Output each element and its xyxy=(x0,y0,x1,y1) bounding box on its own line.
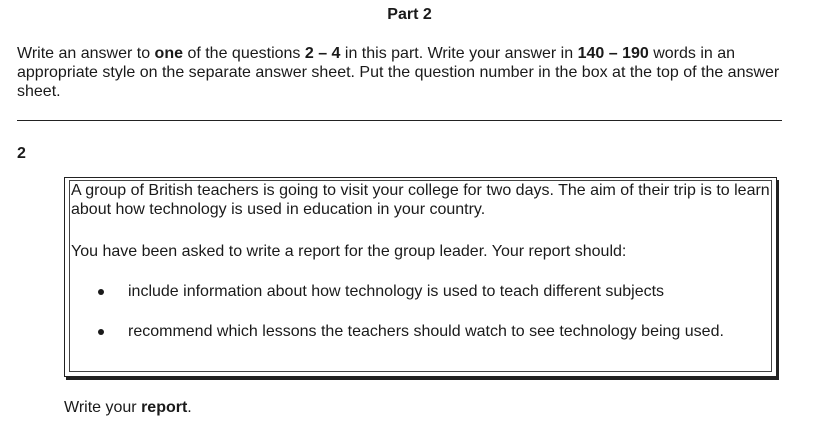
task-request: You have been asked to write a report for the group leader. Your report should: xyxy=(71,243,627,260)
task-box xyxy=(64,177,777,377)
bullet-point-icon xyxy=(98,329,104,335)
instructions-text: Write an answer to xyxy=(17,45,155,62)
task-scenario: A group of British teachers is going to visit your college for two days. The aim of their trip is to learn about how technology is used in education in your country. xyxy=(71,182,770,218)
closing-text: Write your xyxy=(64,399,142,416)
instructions-paragraph xyxy=(17,44,807,101)
task-bullet-text: include information about how technology is used to teach different subjects xyxy=(128,283,665,300)
instructions-text: of the questions xyxy=(183,45,305,62)
closing-task-type: report xyxy=(141,399,188,416)
instructions-emphasis-one: one xyxy=(154,45,183,62)
question-number: 2 xyxy=(17,145,26,162)
instructions-word-count: 140 – 190 xyxy=(577,45,649,62)
closing-text: . xyxy=(187,399,192,416)
bullet-point-icon xyxy=(98,289,104,295)
task-bullet-item xyxy=(95,322,755,342)
instructions-text: words in an appropriate style on the separate answer sheet. Put the question number in the box at the top of the answer sheet. xyxy=(17,45,780,100)
instructions-text: in this part. Write your answer in xyxy=(340,45,578,62)
task-bullet-list xyxy=(95,282,755,342)
task-bullet-item xyxy=(95,282,755,302)
section-divider xyxy=(17,120,782,121)
instructions-question-range: 2 – 4 xyxy=(304,45,341,62)
part-title: Part 2 xyxy=(387,6,432,23)
closing-instruction xyxy=(64,399,192,417)
task-bullet-text: recommend which lessons the teachers should watch to see technology being used. xyxy=(128,323,724,340)
